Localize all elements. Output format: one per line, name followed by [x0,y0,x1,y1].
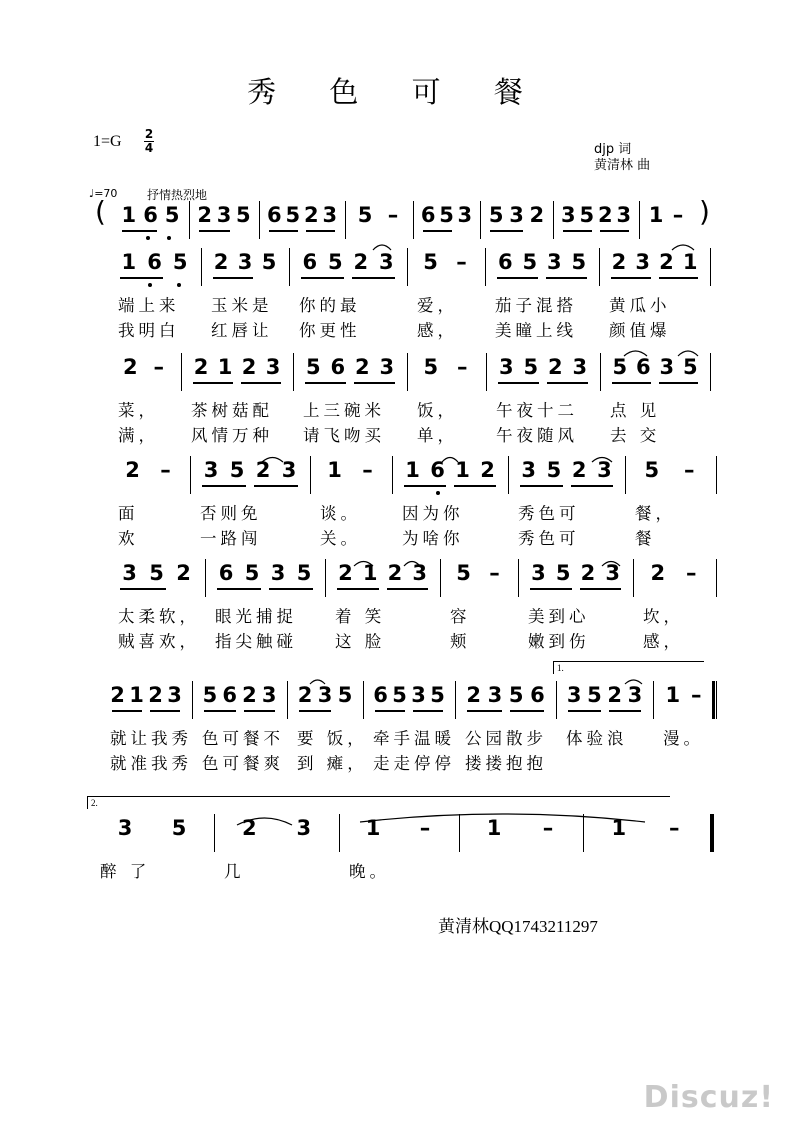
line3-note: 6 [430,458,445,482]
line5-lyric-verse2: 搂搂抱抱 [465,754,547,773]
line3-note: 2 [571,458,587,482]
time-signature-bottom: 4 [144,141,154,155]
slur-mark [602,562,620,567]
intro-close-paren: ) [699,195,710,228]
line2-note: 2 [122,355,138,379]
line5-note: 1 [129,683,144,707]
line4-lyric-verse2: 贼喜欢， [118,632,200,651]
line3-lyric-verse2: 秀色可 [518,529,580,548]
line2-lyric-verse1: 饭， [417,401,458,420]
line4-note: 5 [456,561,471,585]
line4-lyric-verse1: 眼光捕捉 [215,607,297,626]
line5-note: 2 [242,683,257,707]
line5-lyric-verse1: 要 饭， [297,729,368,748]
line1-lyric-verse2: 颜值爆 [609,321,671,340]
line5-lyric-verse1: 就让我秀 [110,729,192,748]
line5-note: 6 [373,683,388,707]
line4-note: 5 [555,561,571,585]
line2-lyric-verse1: 上三碗米 [303,401,385,420]
slur-mark [404,562,420,567]
line2-lyric-verse2: 去 交 [610,426,661,445]
line3-note: 3 [521,458,536,482]
intro-note: 3 [616,203,632,227]
line2-note: 5 [682,355,698,379]
line5-lyric-verse1: 公园散步 [465,729,547,748]
line1-note: 2 [213,250,229,274]
line2-lyric-verse2: 午夜随风 [496,426,578,445]
line4-lyric-verse2: 指尖触碰 [215,632,297,651]
slur-mark [625,680,642,684]
line5-note: 3 [487,683,503,707]
line6-note: 1 [486,816,502,840]
line1-lyric-verse1: 黄瓜小 [609,296,671,315]
line5-note: 5 [202,683,218,707]
line5-lyric-verse1: 色可餐不 [202,729,284,748]
line1-lyric-verse2: 我明白 [118,321,180,340]
line1-note: 5 [327,250,343,274]
intro-open-paren: ( [95,195,106,228]
author-signature: 黄清林QQ1743211297 [438,917,598,936]
intro-note: 2 [197,203,212,227]
line6-note: 2 [241,816,257,840]
intro-note: 5 [285,203,301,227]
line5-lyric-verse1: 牵手温暖 [373,729,455,748]
line2-note: 5 [612,355,628,379]
line4-note: 5 [296,561,312,585]
line1-lyric-verse1: 茄子混搭 [495,296,577,315]
slur-mark [678,351,698,356]
line2-note: 2 [547,355,563,379]
line1-note: 3 [546,250,562,274]
line2-note: 1 [217,355,233,379]
line6-lyric-verse1: 几 [224,862,245,881]
line1-lyric-verse1: 爱， [417,296,458,315]
line2-note: 2 [354,355,370,379]
line1-note: 6 [302,250,318,274]
line5-lyric-verse2: 到 瘫， [297,754,368,773]
line2-lyric-verse1: 午夜十二 [496,401,578,420]
composer-credit: 黄清林 曲 [594,158,651,173]
line5-note: 3 [627,683,643,707]
line3-note: 1 [455,458,470,482]
intro-note: 5 [236,203,251,227]
line5-lyric-verse1: 体验浪 [566,729,628,748]
line3-lyric-verse2: 欢 [118,529,139,548]
intro-note: 5 [164,203,180,227]
line4-note: 1 [362,561,378,585]
intro-note: 1 [121,203,137,227]
line3-note: 1 [327,458,342,482]
line3-note: 5 [229,458,245,482]
line4-note: – [489,561,500,585]
line2-lyric-verse2: 满， [118,426,159,445]
slur-mark [592,458,612,463]
line2-lyric-verse2: 请飞吻买 [303,426,385,445]
line5-note: 2 [297,683,313,707]
intro-note: 6 [266,203,282,227]
line4-note: 3 [412,561,427,585]
intro-note: 2 [597,203,613,227]
intro-note: 2 [529,203,545,227]
line5-note: 3 [317,683,333,707]
line4-lyric-verse1: 坎， [643,607,684,626]
line2-note: 6 [635,355,651,379]
line3-note: 3 [597,458,612,482]
second-ending-number: 2. [91,798,98,808]
line1-note: 5 [571,250,587,274]
line4-note: 3 [605,561,620,585]
line1-lyric-verse1: 端上来 [118,296,180,315]
line1-note: 6 [497,250,513,274]
intro-note: 3 [216,203,232,227]
line1-note: 5 [261,250,277,274]
line5-lyric-verse2: 走走停停 [373,754,455,773]
line5-note: 5 [587,683,602,707]
slur-mark [373,245,391,250]
line3-lyric-verse1: 秀色可 [518,504,580,523]
line6-note: 1 [611,816,627,840]
line2-note: 2 [241,355,257,379]
slur-mark [624,351,647,356]
line3-lyric-verse1: 面 [118,504,139,523]
first-ending-number: 1. [557,663,564,673]
line5-lyric-verse2: 就准我秀 [110,754,192,773]
expression-mark: 抒情热烈地 [147,188,208,202]
intro-note: 3 [560,203,576,227]
line5-note: 3 [566,683,582,707]
tempo-mark: ♩=70 [89,187,118,200]
line3-lyric-verse1: 因为你 [402,504,464,523]
line6-note: – [419,816,431,840]
line1-note: – [456,250,467,274]
line2-note: 3 [265,355,281,379]
line3-note: 2 [480,458,495,482]
line5-note: 3 [261,683,277,707]
line5-note: 5 [430,683,445,707]
slur-mark [262,458,283,463]
watermark-logo: Discuz! [643,1080,774,1115]
line4-lyric-verse1: 美到心 [528,607,590,626]
line2-note: 5 [523,355,539,379]
line4-lyric-verse2: 嫩到伤 [528,632,590,651]
line2-note: 3 [498,355,514,379]
line5-note: 2 [110,683,125,707]
line1-note: 3 [635,250,650,274]
line3-note: – [362,458,373,482]
line3-note: 2 [125,458,140,482]
intro-note: 3 [457,203,473,227]
line1-note: 5 [172,250,188,274]
line3-lyric-verse1: 餐， [635,504,676,523]
line5-note: – [691,683,702,707]
line2-lyric-verse1: 点 见 [610,401,661,420]
slur-mark [354,562,373,567]
line6-note: 5 [171,816,187,840]
line2-note: 3 [572,355,588,379]
line1-note: 2 [659,250,674,274]
line3-note: 3 [203,458,219,482]
slur-mark [360,814,645,822]
line3-note: 5 [546,458,562,482]
line4-lyric-verse2: 颊 [450,632,471,651]
intro-note: – [672,203,684,227]
line6-note: 3 [117,816,133,840]
line5-note: 6 [530,683,545,707]
line6-lyric-verse1: 醉 了 [100,862,151,881]
line1-note: 1 [682,250,698,274]
line6-lyric-verse1: 晚。 [349,862,390,881]
line5-note: 2 [607,683,622,707]
slur-mark [310,680,325,684]
line2-note: 3 [379,355,395,379]
line6-note: – [669,816,680,840]
song-title: 秀 色 可 餐 [247,75,545,109]
line1-note: 5 [423,250,438,274]
line1-lyric-verse1: 你的最 [299,296,361,315]
time-signature-top: 2 [144,127,154,141]
intro-note: 6 [143,203,158,227]
line1-lyric-verse2: 你更性 [299,321,361,340]
line5-note: 3 [167,683,182,707]
intro-note: 3 [322,203,338,227]
line4-note: 5 [244,561,260,585]
slur-mark [442,458,458,463]
line2-note: 6 [330,355,346,379]
lyricist-credit: djp 词 [594,142,632,157]
line3-lyric-verse1: 谈。 [320,504,361,523]
line4-lyric-verse1: 着 笑 [335,607,386,626]
line3-note: 5 [644,458,660,482]
line4-note: 2 [176,561,191,585]
line3-lyric-verse1: 否则免 [200,504,262,523]
line3-note: – [160,458,171,482]
slur-mark [672,245,694,250]
line6-note: – [542,816,554,840]
line5-note: 2 [148,683,163,707]
line5-note: 6 [222,683,237,707]
intro-note: 5 [579,203,595,227]
line1-note: 6 [147,250,162,274]
line4-lyric-verse1: 容 [450,607,471,626]
line1-lyric-verse2: 美瞳上线 [495,321,577,340]
line5-note: 2 [466,683,481,707]
line4-lyric-verse2: 这 脸 [335,632,386,651]
intro-note: 5 [357,203,373,227]
line2-note: 2 [193,355,209,379]
line4-note: 2 [338,561,353,585]
line1-note: 5 [522,250,538,274]
line5-lyric-verse2: 色可餐爽 [202,754,284,773]
intro-note: 5 [439,203,454,227]
line5-note: 1 [665,683,681,707]
line5-lyric-verse1: 漫。 [663,729,704,748]
intro-note: 5 [488,203,504,227]
line5-note: 5 [508,683,524,707]
line4-note: 2 [580,561,596,585]
line4-lyric-verse2: 感， [643,632,684,651]
intro-note: – [387,203,399,227]
line3-lyric-verse2: 一路闯 [200,529,262,548]
line4-note: 5 [149,561,164,585]
line1-note: 1 [121,250,137,274]
line4-note: 3 [270,561,286,585]
line3-note: 1 [405,458,420,482]
line4-note: 2 [387,561,403,585]
line1-note: 3 [378,250,394,274]
line6-note: 3 [296,816,312,840]
line2-lyric-verse1: 菜， [118,401,159,420]
line2-note: 3 [659,355,675,379]
line1-note: 3 [237,250,253,274]
line3-note: 2 [255,458,271,482]
line1-lyric-verse2: 红唇让 [211,321,273,340]
line1-lyric-verse1: 玉米是 [211,296,273,315]
line4-note: 2 [650,561,666,585]
line4-note: – [686,561,697,585]
intro-note: 2 [303,203,319,227]
line5-note: 5 [337,683,353,707]
line5-note: 3 [411,683,426,707]
line4-note: 3 [531,561,546,585]
line6-note: 1 [365,816,381,840]
line2-lyric-verse2: 风情万种 [191,426,273,445]
line3-note: – [684,458,695,482]
line3-lyric-verse2: 为啥你 [402,529,464,548]
line5-note: 5 [392,683,407,707]
line2-note: – [457,355,468,379]
intro-note: 3 [509,203,524,227]
line1-note: 2 [611,250,627,274]
line2-note: 5 [423,355,439,379]
line3-note: 3 [281,458,297,482]
intro-note: 6 [420,203,436,227]
line2-lyric-verse1: 茶树菇配 [191,401,273,420]
line1-lyric-verse2: 感， [417,321,458,340]
line2-note: – [153,355,164,379]
key-signature: 1=G [93,133,122,150]
line3-lyric-verse2: 关。 [320,529,361,548]
intro-note: 1 [648,203,664,227]
line2-lyric-verse2: 单， [417,426,458,445]
line2-note: 5 [305,355,321,379]
line4-lyric-verse1: 太柔软， [118,607,200,626]
slur-mark [237,818,292,825]
line3-lyric-verse2: 餐 [635,529,656,548]
line1-note: 2 [353,250,369,274]
line4-note: 6 [218,561,234,585]
line4-note: 3 [122,561,137,585]
